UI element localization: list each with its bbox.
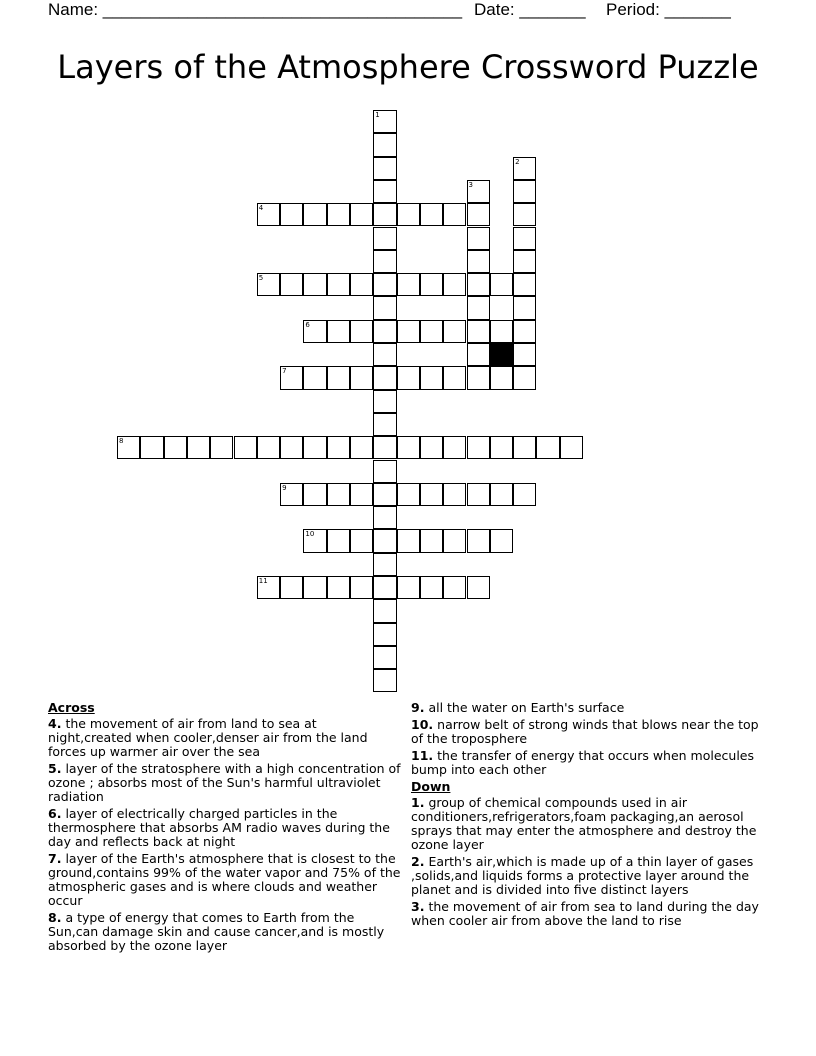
clue-item-number: 2. [411, 854, 425, 869]
grid-cell[interactable] [467, 343, 490, 366]
grid-cell[interactable] [443, 529, 466, 552]
grid-cell[interactable] [350, 529, 373, 552]
grid-cell[interactable] [467, 296, 490, 319]
grid-cell[interactable] [373, 157, 396, 180]
grid-cell[interactable] [467, 366, 490, 389]
grid-cell[interactable] [397, 436, 420, 459]
clue-item-text: the movement of air from sea to land during the day when cooler air from above the land to rise [411, 899, 759, 928]
grid-cell[interactable] [140, 436, 163, 459]
clue-item-text: all the water on Earth's surface [428, 700, 625, 715]
clue-item-number: 9. [411, 700, 425, 715]
grid-cell[interactable] [513, 483, 536, 506]
clue-item [411, 701, 767, 715]
clue-item-number: 1. [411, 795, 425, 810]
grid-cell[interactable] [490, 529, 513, 552]
grid-cell[interactable] [490, 320, 513, 343]
grid-cell[interactable] [117, 436, 140, 459]
grid-cell[interactable] [373, 366, 396, 389]
grid-cell[interactable] [443, 576, 466, 599]
grid-cell[interactable] [397, 366, 420, 389]
grid-cell[interactable] [373, 110, 396, 133]
clue-item-text: the transfer of energy that occurs when molecules bump into each other [411, 748, 755, 777]
grid-cell[interactable] [513, 296, 536, 319]
grid-cell[interactable] [257, 576, 280, 599]
clue-number: 3 [468, 180, 473, 189]
grid-cell[interactable] [467, 483, 490, 506]
grid-cell[interactable] [420, 576, 443, 599]
grid-cell[interactable] [420, 436, 443, 459]
grid-cell[interactable] [513, 436, 536, 459]
grid-cell[interactable] [373, 390, 396, 413]
date-field: Date: _______ [474, 0, 586, 19]
grid-cell[interactable] [373, 343, 396, 366]
grid-cell[interactable] [373, 599, 396, 622]
grid-cell[interactable] [350, 576, 373, 599]
grid-cell[interactable] [164, 436, 187, 459]
across-clue-list-continued [411, 701, 767, 777]
grid-cell[interactable] [373, 436, 396, 459]
grid-cell[interactable] [303, 366, 326, 389]
grid-cell[interactable] [327, 436, 350, 459]
grid-cell[interactable] [350, 366, 373, 389]
clue-item [48, 911, 404, 953]
grid-cell[interactable] [373, 227, 396, 250]
period-field: Period: _______ [606, 0, 731, 19]
grid-cell[interactable] [443, 273, 466, 296]
clue-item-number: 4. [48, 716, 62, 731]
grid-cell[interactable] [443, 203, 466, 226]
grid-cell[interactable] [467, 180, 490, 203]
grid-cell[interactable] [490, 483, 513, 506]
grid-cell[interactable] [420, 366, 443, 389]
grid-cell[interactable] [350, 273, 373, 296]
grid-cell[interactable] [443, 483, 466, 506]
grid-cell[interactable] [303, 483, 326, 506]
grid-cell[interactable] [327, 529, 350, 552]
grid-cell[interactable] [420, 320, 443, 343]
clue-item [48, 717, 404, 759]
grid-cell[interactable] [327, 576, 350, 599]
across-clue-list [48, 717, 404, 953]
grid-cell[interactable] [420, 203, 443, 226]
clue-item-text: a type of energy that comes to Earth from the Sun,can damage skin and cause cancer,and is mostly absorbed by the ozone layer [48, 910, 385, 953]
clue-item-number: 5. [48, 761, 62, 776]
grid-cell[interactable] [373, 623, 396, 646]
grid-cell[interactable] [327, 273, 350, 296]
grid-cell[interactable] [280, 203, 303, 226]
grid-black-cell [490, 343, 513, 366]
grid-cell[interactable] [513, 366, 536, 389]
clue-item-text: layer of electrically charged particles in the thermosphere that absorbs AM radio waves during the day and reflects back at night [48, 806, 390, 849]
clue-item-text: narrow belt of strong winds that blows near the top of the troposphere [411, 717, 759, 746]
grid-cell[interactable] [467, 250, 490, 273]
grid-cell[interactable] [280, 436, 303, 459]
grid-cell[interactable] [467, 436, 490, 459]
grid-cell[interactable] [490, 366, 513, 389]
clue-number: 8 [119, 437, 124, 446]
grid-cell[interactable] [467, 273, 490, 296]
grid-cell[interactable] [257, 273, 280, 296]
page-title: Layers of the Atmosphere Crossword Puzzle [57, 48, 759, 86]
clue-item [411, 855, 767, 897]
grid-cell[interactable] [350, 436, 373, 459]
grid-cell[interactable] [303, 436, 326, 459]
grid-cell[interactable] [420, 529, 443, 552]
grid-cell[interactable] [397, 320, 420, 343]
grid-cell[interactable] [467, 576, 490, 599]
grid-cell[interactable] [303, 529, 326, 552]
grid-cell[interactable] [350, 203, 373, 226]
grid-cell[interactable] [467, 320, 490, 343]
grid-cell[interactable] [257, 203, 280, 226]
clue-number: 5 [258, 274, 264, 283]
grid-cell[interactable] [327, 203, 350, 226]
clue-number: 6 [305, 320, 310, 329]
clue-item-text: layer of the stratosphere with a high concentration of ozone ; absorbs most of the Sun's harmful ultraviolet radiation [48, 761, 401, 804]
grid-cell[interactable] [373, 413, 396, 436]
clue-number: 1 [375, 111, 380, 119]
clue-item-number: 7. [48, 851, 62, 866]
clues-right-column [411, 701, 767, 931]
grid-cell[interactable] [513, 343, 536, 366]
clue-item [411, 796, 767, 852]
grid-cell[interactable] [420, 483, 443, 506]
grid-cell[interactable] [373, 203, 396, 226]
grid-cell[interactable] [373, 483, 396, 506]
clue-item [48, 807, 404, 849]
grid-cell[interactable] [373, 320, 396, 343]
grid-cell[interactable] [397, 483, 420, 506]
grid-cell[interactable] [373, 250, 396, 273]
grid-cell[interactable] [303, 320, 326, 343]
clue-item-text: group of chemical compounds used in air conditioners,refrigerators,foam packaging,an aerosol sprays that may enter the atmosphere and destroy the ozone layer [411, 795, 757, 852]
grid-cell[interactable] [490, 273, 513, 296]
grid-cell[interactable] [513, 157, 536, 180]
grid-cell[interactable] [210, 436, 233, 459]
grid-cell[interactable] [327, 320, 350, 343]
grid-cell[interactable] [420, 273, 443, 296]
name-field: Name: ______________________________________ [48, 0, 463, 19]
grid-cell[interactable] [373, 296, 396, 319]
grid-cell[interactable] [373, 506, 396, 529]
grid-cell[interactable] [350, 320, 373, 343]
clue-number: 2 [515, 157, 520, 166]
clue-item [48, 762, 404, 804]
clue-item-text: layer of the Earth's atmosphere that is closest to the ground,contains 99% of the water vapor and 75% of the atmospheric gases and is where clouds and weather occur [48, 851, 401, 908]
down-clue-list [411, 796, 767, 928]
grid-cell[interactable] [280, 483, 303, 506]
grid-cell[interactable] [467, 203, 490, 226]
clue-item-number: 8. [48, 910, 62, 925]
clue-number: 4 [258, 204, 264, 213]
grid-cell[interactable] [373, 576, 396, 599]
grid-cell[interactable] [397, 529, 420, 552]
clue-item-number: 11. [411, 748, 434, 763]
clue-item-text: the movement of air from land to sea at night,created when cooler,denser air from the land forces up warmer air over the sea [48, 716, 368, 759]
grid-cell[interactable] [373, 460, 396, 483]
grid-cell[interactable] [373, 180, 396, 203]
grid-cell[interactable] [373, 553, 396, 576]
clue-item-number: 3. [411, 899, 425, 914]
grid-cell[interactable] [536, 436, 559, 459]
grid-cell[interactable] [280, 366, 303, 389]
clue-number: 10 [305, 530, 315, 539]
grid-cell[interactable] [513, 227, 536, 250]
grid-cell[interactable] [280, 273, 303, 296]
grid-cell[interactable] [467, 227, 490, 250]
clue-item-text: Earth's air,which is made up of a thin layer of gases ,solids,and liquids forms a protective layer around the planet and is divided into five distinct layers [411, 854, 754, 897]
grid-cell[interactable] [327, 366, 350, 389]
grid-cell[interactable] [373, 273, 396, 296]
grid-cell[interactable] [280, 576, 303, 599]
grid-cell[interactable] [373, 669, 396, 692]
grid-cell[interactable] [560, 436, 583, 459]
grid-cell[interactable] [257, 436, 280, 459]
grid-cell[interactable] [327, 483, 350, 506]
grid-cell[interactable] [513, 320, 536, 343]
grid-cell[interactable] [443, 436, 466, 459]
grid-cell[interactable] [443, 366, 466, 389]
clue-item [411, 718, 767, 746]
grid-cell[interactable] [373, 646, 396, 669]
grid-cell[interactable] [187, 436, 210, 459]
clue-item-number: 10. [411, 717, 434, 732]
across-heading: Across [48, 700, 95, 715]
grid-cell[interactable] [443, 320, 466, 343]
clue-item [48, 852, 404, 908]
grid-cell[interactable] [467, 529, 490, 552]
grid-cell[interactable] [397, 576, 420, 599]
clue-number: 9 [282, 483, 287, 492]
clue-item [411, 900, 767, 928]
grid-cell[interactable] [373, 529, 396, 552]
grid-cell[interactable] [350, 483, 373, 506]
down-heading: Down [411, 779, 451, 794]
grid-cell[interactable] [513, 273, 536, 296]
grid-cell[interactable] [303, 203, 326, 226]
grid-cell[interactable] [513, 203, 536, 226]
clues-left-column [48, 701, 404, 956]
grid-cell[interactable] [513, 180, 536, 203]
clue-item [411, 749, 767, 777]
grid-cell[interactable] [373, 133, 396, 156]
clue-number: 11 [258, 577, 268, 585]
grid-cell[interactable] [513, 250, 536, 273]
clue-number: 7 [282, 367, 287, 376]
grid-cell[interactable] [234, 436, 257, 459]
grid-cell[interactable] [303, 273, 326, 296]
grid-cell[interactable] [490, 436, 513, 459]
clue-item-number: 6. [48, 806, 62, 821]
grid-cell[interactable] [397, 203, 420, 226]
grid-cell[interactable] [303, 576, 326, 599]
grid-cell[interactable] [397, 273, 420, 296]
